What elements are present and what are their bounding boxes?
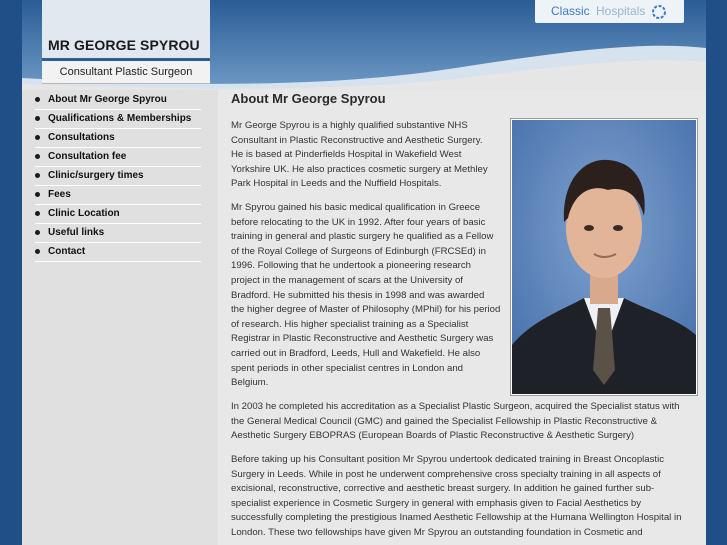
nav-label[interactable]: Consultations (48, 132, 115, 143)
nav-item-consultations[interactable] (35, 130, 201, 148)
text-line: of research. His higher specialist training as a Specialist (231, 318, 469, 330)
logo-word-hospitals: Hospitals (596, 4, 646, 18)
logo-word-classic: Classic (551, 4, 590, 18)
nav-item-useful-links[interactable] (35, 225, 201, 243)
text-line: Bradford. He submitted his thesis in 1998 and was awarded (231, 289, 485, 301)
site-subtitle: Consultant Plastic Surgeon (59, 66, 193, 78)
training-paragraph (231, 201, 500, 391)
bullet-icon (35, 135, 40, 140)
nav-label[interactable]: Fees (48, 189, 71, 200)
nav-item-about[interactable] (35, 92, 201, 110)
text-line: Aesthetic Surgery EBOPRAS (European Boards of Plastic Reconstructive & Aesthetic Surgery) (231, 430, 635, 442)
bullet-icon (35, 154, 40, 159)
nav-item-consultation-fee[interactable] (35, 149, 201, 167)
site-title-box (42, 0, 210, 61)
nav-item-fees[interactable] (35, 187, 201, 205)
text-line: carried out in Bradford, Leeds, Hull and Wakefield. He also (231, 347, 481, 359)
nav-item-clinic-times[interactable] (35, 168, 201, 186)
nav-label[interactable]: Contact (48, 246, 86, 257)
text-line: excisional, reconstructive, corrective and aesthetic breast surgery. In addition he gained further sub- (231, 483, 655, 495)
text-line: London. These two fellowships have given Mr Spyrou an outstanding foundation in Cosmetic and (231, 526, 643, 538)
text-line: successfully completing the prestigious Inamed Aesthetic Fellowship at the Humana Wellington Hospital in (231, 512, 682, 524)
text-line: Park Hospital in Leeds and the Nuffield Hospitals. (231, 178, 442, 190)
header-banner (22, 0, 706, 90)
page-container (22, 0, 706, 545)
text-line: Yorkshire UK. He also practices cosmetic surgery at Methley (231, 163, 488, 175)
text-line: 1996. Following that he undertook a pioneering research (231, 260, 472, 272)
fellowship-paragraph (231, 453, 681, 541)
text-line: Surgery in Leeds. While in post he underwent comprehensive cross specialty training in all aspects of (231, 468, 661, 480)
bullet-icon (35, 97, 40, 102)
text-line: specialist experience in Cosmetic Surgery in general with emphasis given to Facial Aesthetics by (231, 497, 642, 509)
bullet-icon (35, 173, 40, 178)
nav-label[interactable]: Qualifications & Memberships (48, 113, 192, 124)
text-line: project in the management of scars at the University of (231, 274, 463, 286)
page-heading: About Mr George Spyrou (231, 91, 386, 106)
text-line: spent periods in other specialist centres in London and (231, 362, 463, 374)
nav-label[interactable]: Useful links (48, 227, 105, 238)
nav-label[interactable]: About Mr George Spyrou (48, 94, 167, 105)
text-line: the higher degree of Master of Philosophy (MPhil) for his period (231, 304, 501, 316)
nav-label[interactable]: Clinic Location (48, 208, 120, 219)
site-title: MR GEORGE SPYROU (48, 37, 200, 53)
subtitle-box (42, 61, 210, 84)
accreditation-paragraph (231, 400, 680, 444)
intro-paragraph (231, 119, 488, 192)
text-line: before relocating to the UK in 1992. After four years of basic (231, 216, 486, 228)
nav-item-clinic-location[interactable] (35, 206, 201, 224)
text-line: Before taking up his Consultant position Mr Spyrou undertook dedicated training in Breast Oncoplastic (231, 454, 665, 465)
sidebar-nav (35, 92, 201, 263)
bullet-icon (35, 249, 40, 254)
ring-dots-icon (651, 4, 667, 20)
text-line: training in general and plastic surgery he qualified as a Fellow (231, 231, 494, 243)
bullet-icon (35, 192, 40, 197)
text-line: Registrar in Plastic Reconstructive and Aesthetic Surgery was (231, 333, 494, 345)
nav-label[interactable]: Consultation fee (48, 151, 127, 162)
portrait-photo (511, 119, 697, 395)
classic-hospitals-logo[interactable] (535, 0, 684, 23)
text-line: Belgium. (231, 377, 269, 389)
text-line: Consultant in Plastic Reconstructive and Aesthetic Surgery. (231, 134, 483, 146)
bullet-icon (35, 230, 40, 235)
nav-label[interactable]: Clinic/surgery times (48, 170, 144, 181)
nav-item-contact[interactable] (35, 244, 201, 262)
text-line: of the Royal College of Surgeons of Edinburgh (FRCSEd) in (231, 245, 486, 257)
text-line: the General Medical Council (GMC) and gained the Specialist Fellowship in Plastic Reconstructive & (231, 415, 658, 427)
bullet-icon (35, 211, 40, 216)
text-line: He is based at Pinderfields Hospital in Wakefield West (231, 149, 462, 161)
bullet-icon (35, 116, 40, 121)
nav-item-qualifications[interactable] (35, 111, 201, 129)
text-line: Mr George Spyrou is a highly qualified substantive NHS (231, 120, 468, 131)
text-line: In 2003 he completed his accreditation as a Specialist Plastic Surgeon, acquired the Specialist status with (231, 401, 680, 412)
text-line: Mr Spyrou gained his basic medical qualification in Greece (231, 202, 481, 213)
